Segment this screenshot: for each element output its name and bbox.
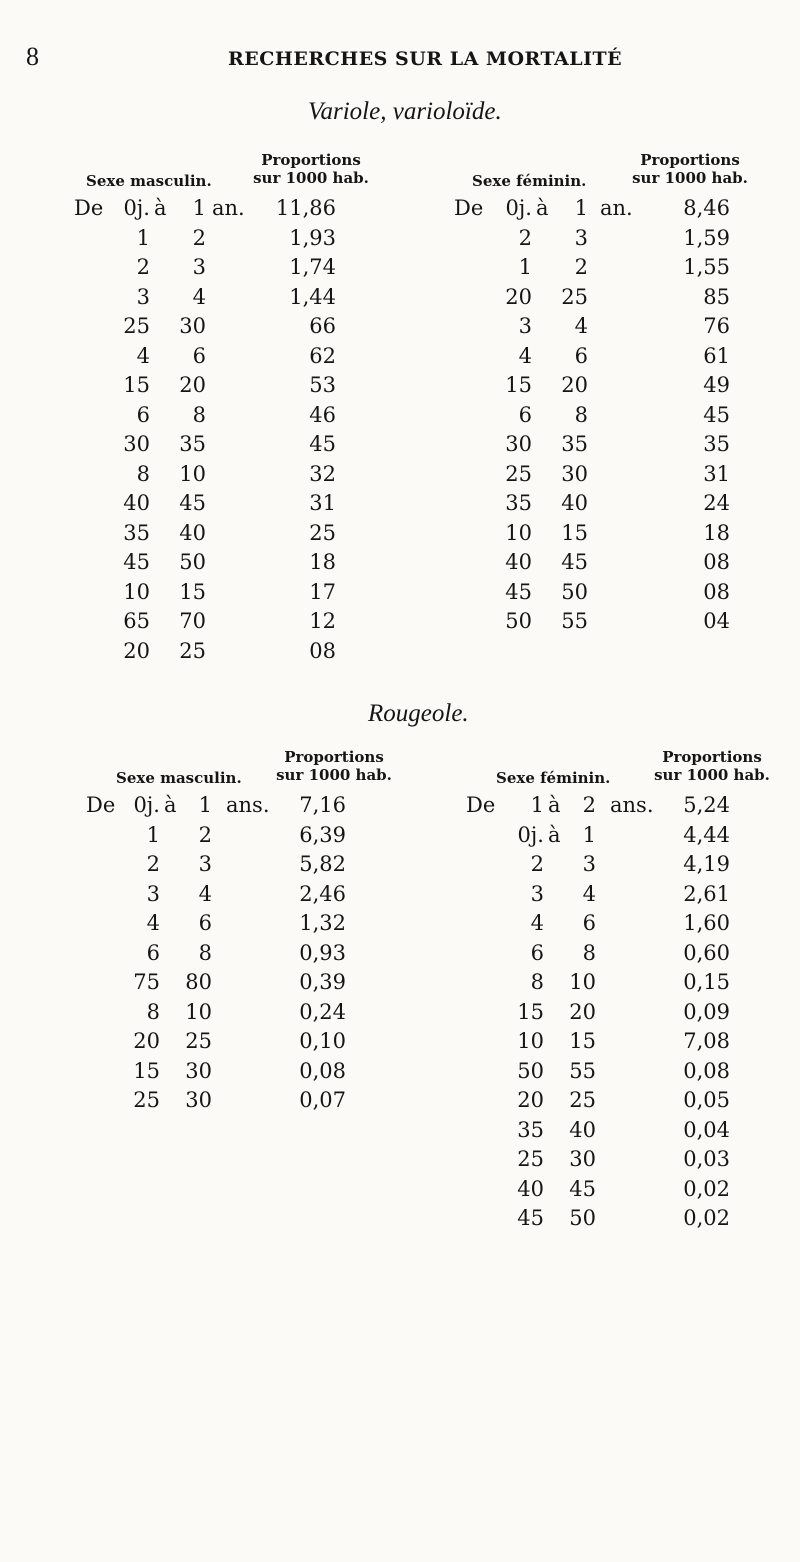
proportion-value: 35 (703, 432, 730, 456)
table-row (84, 970, 404, 1000)
proportion-value: 4,44 (683, 822, 730, 847)
age-from: 30 (123, 432, 150, 456)
proportion-value: 1,44 (289, 284, 336, 309)
age-to: 10 (569, 970, 596, 994)
proportion-value: 24 (703, 491, 730, 515)
proportion-value: 0,08 (299, 1058, 346, 1083)
proportion-value: 45 (703, 402, 730, 427)
table-row (70, 491, 390, 521)
age-from: 25 (517, 1147, 544, 1171)
table-row (70, 285, 390, 315)
table-body (84, 793, 404, 1118)
age-to: 55 (561, 609, 588, 633)
proportion-value: 85 (703, 284, 730, 309)
age-to: 45 (561, 550, 588, 574)
table-row (70, 462, 390, 492)
age-to: 50 (561, 579, 588, 604)
table-row (450, 196, 770, 226)
table-row (450, 344, 770, 374)
table-row (70, 226, 390, 256)
proportion-value: 0,07 (299, 1088, 346, 1112)
proportion-value: 5,82 (299, 852, 346, 876)
table-row (464, 1206, 784, 1236)
table-row (84, 1000, 404, 1030)
age-to: 15 (561, 520, 588, 545)
age-separator: à (164, 793, 177, 817)
age-from: 45 (123, 550, 150, 574)
age-from: 15 (517, 999, 544, 1024)
table-row (464, 970, 784, 1000)
age-to: 6 (198, 911, 212, 935)
proportion-value: 76 (703, 314, 730, 338)
age-from: 50 (505, 609, 532, 633)
age-from: 25 (133, 1088, 160, 1112)
table-row (70, 373, 390, 403)
age-from: 2 (518, 225, 532, 250)
sex-label: Sexe féminin. (472, 172, 587, 190)
table-row (84, 852, 404, 882)
age-from: 35 (505, 491, 532, 515)
proportion-value: 11,86 (275, 196, 336, 220)
proportion-value: 18 (703, 520, 730, 545)
age-to: 6 (574, 343, 588, 368)
proportion-value: 6,39 (299, 822, 346, 847)
age-from: 4 (146, 911, 160, 935)
age-from: 1 (518, 255, 532, 279)
age-to: 25 (185, 1029, 212, 1053)
age-to: 2 (192, 225, 206, 250)
sex-label: Sexe masculin. (116, 769, 242, 787)
proportion-value: 7,08 (683, 1029, 730, 1053)
table-row (70, 609, 390, 639)
section-title-variole: Variole, varioloïde. (308, 98, 502, 125)
table-row (84, 1088, 404, 1118)
age-to: 55 (569, 1058, 596, 1083)
age-to: 45 (179, 491, 206, 515)
proportion-value: 4,19 (683, 852, 730, 876)
table-variole-feminin (450, 148, 770, 639)
age-from: 10 (505, 520, 532, 545)
age-to: 8 (192, 402, 206, 427)
table-row (464, 911, 784, 941)
table-body (464, 793, 784, 1236)
per-1000-label: sur 1000 hab. (632, 169, 748, 187)
table-row (464, 882, 784, 912)
age-to: 30 (185, 1088, 212, 1112)
section-title-rougeole: Rougeole. (368, 700, 469, 727)
age-to: 35 (179, 432, 206, 456)
age-from: 3 (530, 881, 544, 906)
age-to: 4 (192, 284, 206, 309)
age-to: 10 (185, 999, 212, 1024)
age-from: 0j. (517, 822, 544, 847)
age-to: 3 (582, 852, 596, 876)
age-from: 8 (530, 970, 544, 994)
age-to: 15 (179, 579, 206, 604)
age-from: 8 (136, 461, 150, 486)
table-variole-masculin (70, 148, 390, 668)
proportion-value: 45 (309, 432, 336, 456)
table-row (450, 609, 770, 639)
table-header (464, 745, 784, 793)
proportions-header (269, 748, 399, 784)
table-row (70, 196, 390, 226)
table-row (464, 1147, 784, 1177)
proportion-value: 0,10 (299, 1029, 346, 1053)
age-separator: à (154, 196, 167, 220)
age-separator: à (536, 196, 549, 220)
proportion-value: 0,03 (683, 1147, 730, 1171)
age-from: 8 (146, 999, 160, 1024)
table-row (464, 1000, 784, 1030)
age-to: 1 (198, 793, 212, 817)
age-from: 10 (123, 579, 150, 604)
age-to: 3 (198, 852, 212, 876)
row-prefix: De (86, 793, 116, 817)
age-from: 4 (518, 343, 532, 368)
per-1000-label: sur 1000 hab. (654, 766, 770, 784)
age-from: 2 (136, 255, 150, 279)
row-prefix: De (466, 793, 496, 817)
age-to: 35 (561, 432, 588, 456)
age-to: 15 (569, 1029, 596, 1053)
age-to: 2 (574, 255, 588, 279)
table-rougeole-feminin (464, 745, 784, 1236)
proportion-value: 46 (309, 402, 336, 427)
table-row (70, 344, 390, 374)
proportion-value: 0,02 (683, 1176, 730, 1201)
table-row (464, 793, 784, 823)
age-unit: ans. (610, 793, 654, 817)
age-to: 4 (198, 881, 212, 906)
proportions-label: Proportions (261, 151, 361, 169)
age-from: 2 (146, 852, 160, 876)
table-row (450, 432, 770, 462)
table-row (84, 823, 404, 853)
age-to: 25 (561, 284, 588, 309)
proportion-value: 0,09 (683, 999, 730, 1024)
proportion-value: 1,60 (683, 911, 730, 935)
age-from: 4 (136, 343, 150, 368)
age-from: 45 (517, 1206, 544, 1230)
age-to: 1 (192, 196, 206, 220)
age-separator: à (548, 793, 561, 817)
age-to: 45 (569, 1176, 596, 1201)
proportion-value: 04 (703, 609, 730, 633)
proportion-value: 0,02 (683, 1206, 730, 1230)
age-separator: à (548, 822, 561, 847)
row-prefix: De (74, 196, 104, 220)
age-to: 80 (185, 970, 212, 994)
table-header (84, 745, 404, 793)
age-to: 1 (582, 822, 596, 847)
table-row (450, 285, 770, 315)
age-from: 30 (505, 432, 532, 456)
per-1000-label: sur 1000 hab. (276, 766, 392, 784)
sex-label: Sexe féminin. (496, 769, 611, 787)
age-to: 40 (569, 1117, 596, 1142)
proportions-header (647, 748, 777, 784)
age-from: 3 (136, 284, 150, 309)
age-from: 50 (517, 1058, 544, 1083)
age-to: 8 (198, 940, 212, 965)
sex-label: Sexe masculin. (86, 172, 212, 190)
age-to: 40 (561, 491, 588, 515)
age-unit: an. (600, 196, 633, 220)
table-row (450, 226, 770, 256)
table-header (450, 148, 770, 196)
age-from: 20 (123, 638, 150, 663)
proportion-value: 08 (703, 550, 730, 574)
age-from: 6 (530, 940, 544, 965)
age-to: 30 (179, 314, 206, 338)
age-from: 0j. (123, 196, 150, 220)
age-to: 8 (582, 940, 596, 965)
age-to: 8 (574, 402, 588, 427)
age-from: 25 (505, 461, 532, 486)
age-to: 10 (179, 461, 206, 486)
age-from: 40 (123, 491, 150, 515)
running-title: RECHERCHES SUR LA MORTALITÉ (228, 48, 623, 70)
table-row (450, 462, 770, 492)
proportion-value: 1,74 (289, 255, 336, 279)
table-row (70, 521, 390, 551)
proportion-value: 0,05 (683, 1088, 730, 1112)
proportion-value: 7,16 (299, 793, 346, 817)
table-row (450, 521, 770, 551)
age-to: 40 (179, 520, 206, 545)
proportion-value: 2,46 (299, 881, 346, 906)
table-row (464, 852, 784, 882)
proportion-value: 31 (309, 491, 336, 515)
table-row (464, 941, 784, 971)
proportion-value: 08 (309, 638, 336, 663)
proportion-value: 1,55 (683, 255, 730, 279)
proportion-value: 18 (309, 550, 336, 574)
table-row (84, 911, 404, 941)
table-row (464, 1177, 784, 1207)
age-to: 25 (179, 638, 206, 663)
proportion-value: 0,24 (299, 999, 346, 1024)
age-from: 0j. (133, 793, 160, 817)
table-row (464, 1118, 784, 1148)
proportions-label: Proportions (662, 748, 762, 766)
table-row (450, 580, 770, 610)
age-from: 15 (123, 373, 150, 397)
age-to: 30 (185, 1058, 212, 1083)
proportion-value: 62 (309, 343, 336, 368)
table-header (70, 148, 390, 196)
table-row (70, 255, 390, 285)
proportion-value: 53 (309, 373, 336, 397)
table-body (450, 196, 770, 639)
age-from: 1 (146, 822, 160, 847)
age-from: 75 (133, 970, 160, 994)
age-from: 6 (518, 402, 532, 427)
proportions-label: Proportions (640, 151, 740, 169)
proportion-value: 25 (309, 520, 336, 545)
age-to: 50 (569, 1206, 596, 1230)
age-to: 30 (569, 1147, 596, 1171)
age-to: 25 (569, 1088, 596, 1112)
age-from: 20 (133, 1029, 160, 1053)
table-row (70, 432, 390, 462)
table-body (70, 196, 390, 668)
proportion-value: 1,32 (299, 911, 346, 935)
age-to: 2 (198, 822, 212, 847)
age-to: 50 (179, 550, 206, 574)
age-to: 3 (574, 225, 588, 250)
proportion-value: 0,39 (299, 970, 346, 994)
table-row (450, 550, 770, 580)
proportion-value: 0,93 (299, 940, 346, 965)
table-rougeole-masculin (84, 745, 404, 1118)
age-to: 3 (192, 255, 206, 279)
proportion-value: 17 (309, 579, 336, 604)
proportion-value: 32 (309, 461, 336, 486)
table-row (450, 373, 770, 403)
proportion-value: 2,61 (683, 881, 730, 906)
age-to: 70 (179, 609, 206, 633)
per-1000-label: sur 1000 hab. (253, 169, 369, 187)
proportion-value: 5,24 (683, 793, 730, 817)
table-row (70, 403, 390, 433)
age-unit: ans. (226, 793, 270, 817)
table-row (464, 823, 784, 853)
proportion-value: 49 (703, 373, 730, 397)
age-from: 4 (530, 911, 544, 935)
age-from: 1 (136, 225, 150, 250)
age-to: 20 (569, 999, 596, 1024)
age-from: 35 (517, 1117, 544, 1142)
proportion-value: 1,59 (683, 225, 730, 250)
proportion-value: 0,60 (683, 940, 730, 965)
age-from: 0j. (505, 196, 532, 220)
table-row (84, 882, 404, 912)
table-row (464, 1088, 784, 1118)
age-from: 65 (123, 609, 150, 633)
age-to: 20 (179, 373, 206, 397)
age-to: 6 (192, 343, 206, 368)
age-from: 6 (136, 402, 150, 427)
age-to: 4 (582, 881, 596, 906)
row-prefix: De (454, 196, 484, 220)
age-to: 6 (582, 911, 596, 935)
age-from: 15 (133, 1058, 160, 1083)
age-to: 1 (574, 196, 588, 220)
age-from: 3 (146, 881, 160, 906)
age-from: 45 (505, 579, 532, 604)
table-row (70, 639, 390, 669)
proportion-value: 8,46 (683, 196, 730, 220)
proportion-value: 1,93 (289, 225, 336, 250)
proportion-value: 66 (309, 314, 336, 338)
proportion-value: 61 (703, 343, 730, 368)
proportion-value: 31 (703, 461, 730, 486)
table-row (84, 1059, 404, 1089)
age-to: 30 (561, 461, 588, 486)
age-unit: an. (212, 196, 245, 220)
proportions-label: Proportions (284, 748, 384, 766)
age-to: 4 (574, 314, 588, 338)
page-header (0, 38, 800, 78)
table-row (450, 314, 770, 344)
age-from: 15 (505, 373, 532, 397)
age-from: 1 (530, 793, 544, 817)
age-from: 35 (123, 520, 150, 545)
table-row (450, 403, 770, 433)
age-from: 40 (505, 550, 532, 574)
age-to: 20 (561, 373, 588, 397)
table-row (70, 314, 390, 344)
age-from: 10 (517, 1029, 544, 1053)
table-row (84, 793, 404, 823)
page-number: 8 (26, 42, 39, 71)
age-from: 25 (123, 314, 150, 338)
age-from: 40 (517, 1176, 544, 1201)
proportions-header (625, 151, 755, 187)
proportion-value: 0,04 (683, 1117, 730, 1142)
table-row (70, 550, 390, 580)
table-row (70, 580, 390, 610)
proportion-value: 12 (309, 609, 336, 633)
proportion-value: 0,08 (683, 1058, 730, 1083)
table-row (450, 255, 770, 285)
proportion-value: 0,15 (683, 970, 730, 994)
age-from: 3 (518, 314, 532, 338)
age-from: 6 (146, 940, 160, 965)
table-row (464, 1029, 784, 1059)
proportions-header (246, 151, 376, 187)
age-from: 2 (530, 852, 544, 876)
table-row (450, 491, 770, 521)
table-row (464, 1059, 784, 1089)
age-from: 20 (505, 284, 532, 309)
table-row (84, 1029, 404, 1059)
table-row (84, 941, 404, 971)
age-from: 20 (517, 1088, 544, 1112)
proportion-value: 08 (703, 579, 730, 604)
age-to: 2 (582, 793, 596, 817)
